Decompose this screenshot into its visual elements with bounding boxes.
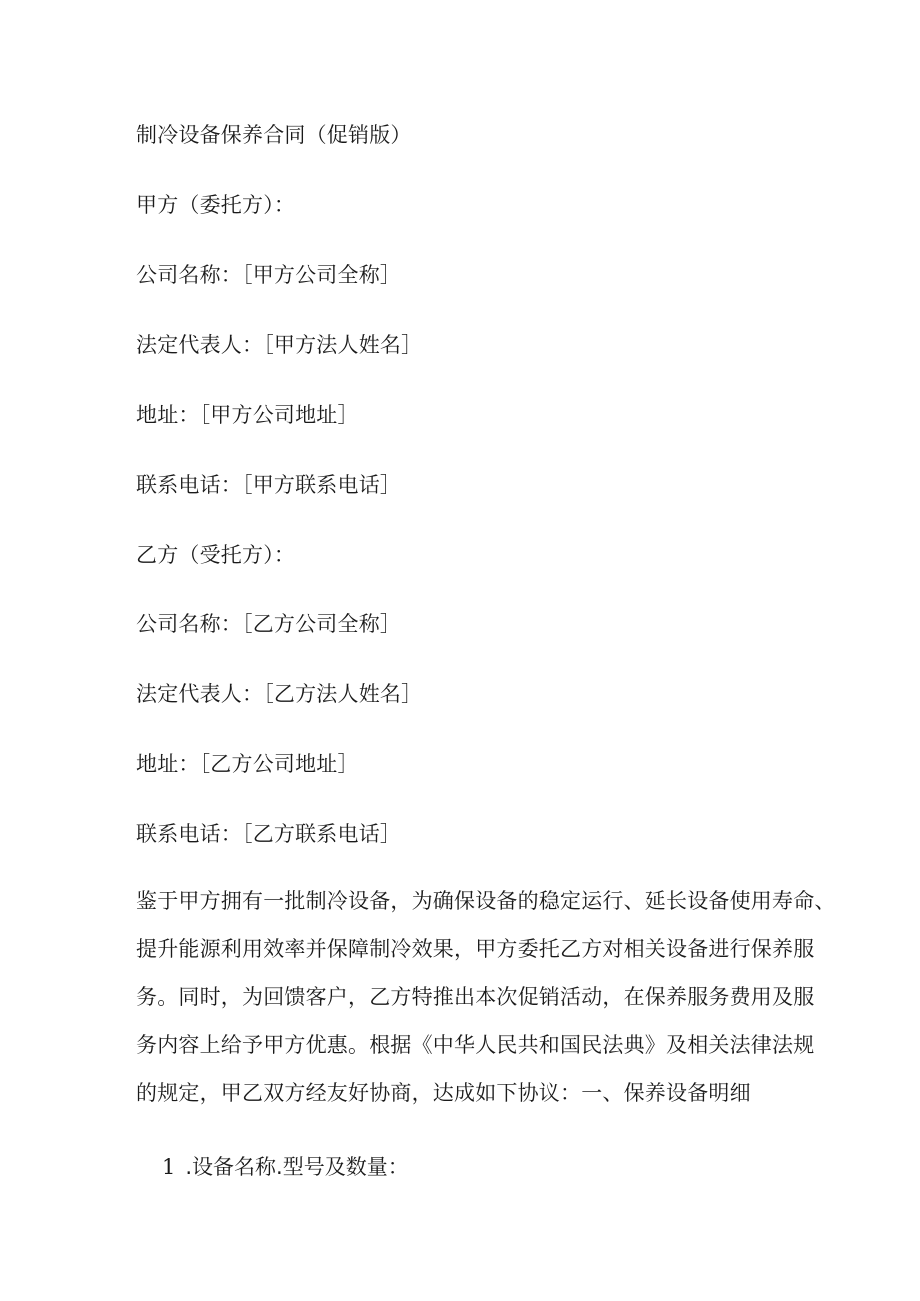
- preamble-line: 务内容上给予甲方优惠。根据《中华人民共和国民法典》及相关法律法规: [136, 1033, 815, 1057]
- party-a-address: 地址：［甲方公司地址］: [136, 403, 359, 427]
- preamble-line: 鉴于甲方拥有一批制冷设备，为确保设备的稳定运行、延长设备使用寿命、: [136, 889, 836, 913]
- party-b-legal-rep: 法定代表人：［乙方法人姓名］: [136, 682, 423, 706]
- party-b-company: 公司名称：［乙方公司全称］: [136, 612, 402, 636]
- document-title: 制冷设备保养合同（促销版）: [136, 123, 412, 147]
- item-number: 1: [162, 1155, 176, 1179]
- party-a-company: 公司名称：［甲方公司全称］: [136, 263, 402, 287]
- party-a-heading: 甲方（委托方）：: [136, 193, 296, 217]
- equipment-list-item: [162, 1153, 409, 1181]
- party-b-phone: 联系电话：［乙方联系电话］: [136, 822, 402, 846]
- party-b-address: 地址：［乙方公司地址］: [136, 752, 359, 776]
- party-b-heading: 乙方（受托方）：: [136, 543, 296, 567]
- party-a-phone: 联系电话：［甲方联系电话］: [136, 473, 402, 497]
- preamble-line: 的规定，甲乙双方经友好协商，达成如下协议：一、保养设备明细: [136, 1081, 751, 1105]
- preamble-line: 务。同时，为回馈客户，乙方特推出本次促销活动，在保养服务费用及服: [136, 985, 815, 1009]
- preamble-paragraph: [136, 877, 836, 1117]
- party-a-legal-rep: 法定代表人：［甲方法人姓名］: [136, 333, 423, 357]
- item-text: .设备名称.型号及数量：: [185, 1155, 409, 1179]
- preamble-line: 提升能源利用效率并保障制冷效果，甲方委托乙方对相关设备进行保养服: [136, 937, 815, 961]
